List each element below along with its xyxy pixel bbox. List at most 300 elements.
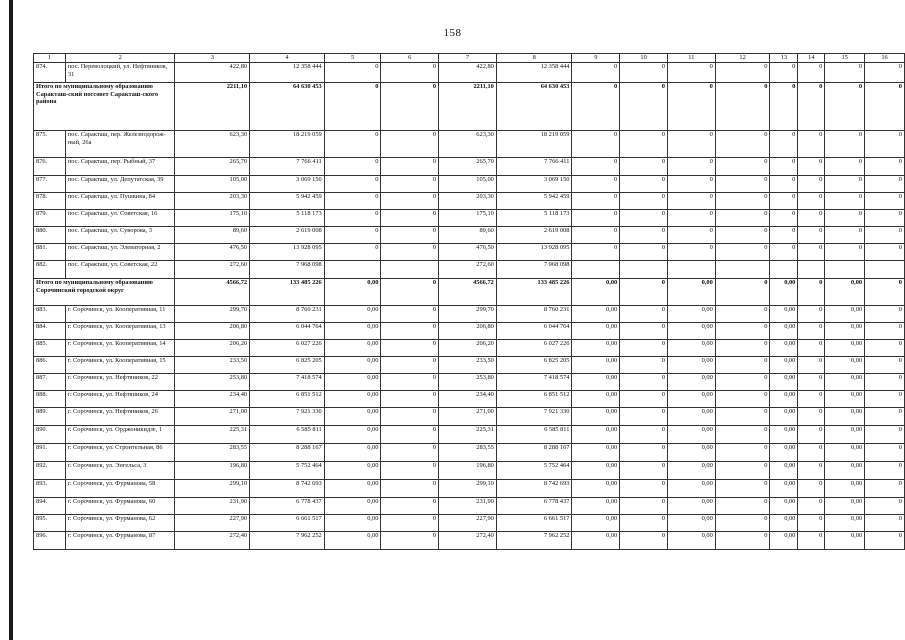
value-cell: 5 752 464 (496, 462, 572, 480)
value-cell: 0,00 (572, 498, 620, 515)
value-cell: 0 (381, 374, 439, 391)
value-cell: 0 (620, 408, 668, 426)
value-cell: 0,00 (770, 306, 798, 323)
row-number: 887. (34, 374, 66, 391)
address-cell: г. Сорочинск, ул. Кооперативная, 13 (65, 323, 175, 340)
table-row (34, 306, 905, 323)
value-cell: 0 (865, 357, 905, 374)
value-cell: 175,10 (439, 210, 497, 227)
value-cell: 0 (865, 340, 905, 357)
value-cell: 0,00 (667, 391, 715, 408)
value-cell: 265,70 (175, 158, 250, 176)
value-cell: 0,00 (667, 498, 715, 515)
value-cell: 0,00 (572, 480, 620, 498)
subtotal-value: 0,00 (770, 279, 798, 306)
value-cell: 283,55 (439, 444, 497, 462)
value-cell: 0 (572, 227, 620, 244)
address-cell: пос. Саракташ, ул. Депутатская, 39 (65, 176, 175, 193)
subtotal-value: 0,00 (324, 279, 381, 306)
address-cell: г. Сорочинск, ул. Фурманова, 60 (65, 498, 175, 515)
value-cell: 0,00 (324, 391, 381, 408)
value-cell: 0 (381, 131, 439, 158)
subtotal-value: 0 (770, 83, 798, 131)
value-cell: 0 (865, 158, 905, 176)
address-cell: г. Сорочинск, ул. Строительная, 86 (65, 444, 175, 462)
value-cell: 0 (667, 176, 715, 193)
value-cell: 0 (865, 426, 905, 444)
value-cell: 476,50 (439, 244, 497, 261)
value-cell: 0,00 (324, 340, 381, 357)
value-cell: 0 (798, 323, 825, 340)
value-cell: 196,80 (439, 462, 497, 480)
subtotal-row (34, 83, 905, 131)
column-number: 10 (620, 54, 668, 63)
value-cell: 234,40 (439, 391, 497, 408)
value-cell: 0 (798, 444, 825, 462)
value-cell: 6 044 764 (496, 323, 572, 340)
row-number: 882. (34, 261, 66, 279)
value-cell: 0 (715, 480, 770, 498)
value-cell: 253,80 (175, 374, 250, 391)
value-cell: 0,00 (667, 306, 715, 323)
value-cell: 0 (324, 210, 381, 227)
value-cell: 272,60 (439, 261, 497, 279)
value-cell: 0 (865, 227, 905, 244)
value-cell: 0 (381, 244, 439, 261)
value-cell: 0,00 (770, 408, 798, 426)
address-cell: г. Сорочинск, ул. Орджоникидзе, 1 (65, 426, 175, 444)
address-cell: г. Сорочинск, ул. Фурманова, 58 (65, 480, 175, 498)
value-cell: 0 (715, 408, 770, 426)
value-cell: 6 825 205 (250, 357, 325, 374)
value-cell: 12 358 444 (250, 63, 325, 83)
value-cell: 0,00 (324, 498, 381, 515)
value-cell: 3 069 150 (250, 176, 325, 193)
value-cell: 0,00 (825, 426, 865, 444)
row-number: 874. (34, 63, 66, 83)
value-cell: 0 (381, 176, 439, 193)
row-number: 894. (34, 498, 66, 515)
table-row (34, 63, 905, 83)
value-cell (620, 261, 668, 279)
value-cell: 299,70 (439, 306, 497, 323)
table-row (34, 374, 905, 391)
registry-table (33, 53, 905, 550)
row-number: 878. (34, 193, 66, 210)
value-cell: 0 (715, 323, 770, 340)
value-cell: 0 (620, 480, 668, 498)
value-cell: 0,00 (825, 340, 865, 357)
row-number: 884. (34, 323, 66, 340)
value-cell: 0,00 (825, 498, 865, 515)
value-cell: 0 (825, 210, 865, 227)
value-cell: 6 661 517 (250, 515, 325, 532)
value-cell: 0,00 (324, 480, 381, 498)
column-number: 6 (381, 54, 439, 63)
subtotal-value: 0,00 (667, 279, 715, 306)
value-cell: 0 (572, 193, 620, 210)
value-cell: 0,00 (825, 391, 865, 408)
value-cell: 0,00 (572, 462, 620, 480)
value-cell (381, 261, 439, 279)
value-cell: 0 (381, 462, 439, 480)
value-cell: 0 (324, 131, 381, 158)
value-cell: 0,00 (825, 462, 865, 480)
value-cell: 0 (620, 306, 668, 323)
subtotal-value: 0 (798, 83, 825, 131)
subtotal-value: 2211,10 (175, 83, 250, 131)
column-number: 5 (324, 54, 381, 63)
column-number: 2 (65, 54, 175, 63)
subtotal-value: 0 (798, 279, 825, 306)
value-cell: 0,00 (825, 444, 865, 462)
value-cell: 0,00 (572, 444, 620, 462)
row-number: 881. (34, 244, 66, 261)
value-cell: 0 (798, 227, 825, 244)
table-row (34, 244, 905, 261)
value-cell: 0 (825, 227, 865, 244)
subtotal-value: 133 485 226 (250, 279, 325, 306)
row-number: 875. (34, 131, 66, 158)
value-cell: 0 (715, 131, 770, 158)
value-cell: 0 (324, 244, 381, 261)
subtotal-value: 133 485 226 (496, 279, 572, 306)
value-cell: 89,60 (175, 227, 250, 244)
value-cell: 0 (715, 63, 770, 83)
value-cell: 5 118 173 (250, 210, 325, 227)
address-cell: г. Сорочинск, ул. Кооперативная, 15 (65, 357, 175, 374)
value-cell: 0 (770, 131, 798, 158)
value-cell: 0 (667, 210, 715, 227)
value-cell: 0,00 (572, 408, 620, 426)
subtotal-value: 0,00 (572, 279, 620, 306)
value-cell: 0 (715, 498, 770, 515)
value-cell: 0 (620, 158, 668, 176)
value-cell: 0 (381, 515, 439, 532)
value-cell: 0 (381, 306, 439, 323)
value-cell: 0,00 (770, 323, 798, 340)
value-cell: 8 760 231 (496, 306, 572, 323)
value-cell: 0,00 (572, 357, 620, 374)
value-cell: 0 (715, 462, 770, 480)
value-cell: 0,00 (825, 357, 865, 374)
value-cell: 0 (381, 498, 439, 515)
value-cell: 7 418 574 (250, 374, 325, 391)
address-cell: пос. Переволоцкий, ул. Нефтяников, 31 (65, 63, 175, 83)
value-cell: 233,50 (439, 357, 497, 374)
value-cell: 0 (798, 131, 825, 158)
value-cell: 0 (865, 391, 905, 408)
value-cell: 0 (381, 426, 439, 444)
table-row (34, 480, 905, 498)
value-cell: 6 778 437 (250, 498, 325, 515)
value-cell: 0 (865, 193, 905, 210)
subtotal-value: 0 (620, 279, 668, 306)
value-cell: 7 921 330 (250, 408, 325, 426)
address-cell: г. Сорочинск, ул. Кооперативная, 11 (65, 306, 175, 323)
value-cell (865, 261, 905, 279)
column-number: 12 (715, 54, 770, 63)
value-cell: 0,00 (572, 306, 620, 323)
value-cell: 0 (620, 426, 668, 444)
subtotal-value: 0 (572, 83, 620, 131)
value-cell: 0 (825, 158, 865, 176)
subtotal-value: 0 (324, 83, 381, 131)
row-number: 889. (34, 408, 66, 426)
value-cell: 0 (324, 158, 381, 176)
value-cell: 0 (770, 244, 798, 261)
value-cell: 0,00 (572, 340, 620, 357)
address-cell: пос. Саракташ, пер. Железнодорож-ный, 26а (65, 131, 175, 158)
value-cell: 0 (324, 176, 381, 193)
value-cell: 0,00 (324, 357, 381, 374)
value-cell: 0 (715, 374, 770, 391)
value-cell: 0,00 (324, 323, 381, 340)
value-cell: 0,00 (572, 532, 620, 550)
value-cell: 0,00 (770, 498, 798, 515)
row-number: 888. (34, 391, 66, 408)
value-cell: 0 (798, 426, 825, 444)
value-cell: 0 (715, 244, 770, 261)
value-cell: 0,00 (667, 357, 715, 374)
value-cell: 0 (715, 227, 770, 244)
value-cell: 0 (798, 498, 825, 515)
value-cell: 0,00 (770, 340, 798, 357)
subtotal-row (34, 279, 905, 306)
subtotal-label: Итого по муниципальному образованию Саракташ-ский поссовет Саракташ-ского района (34, 83, 175, 131)
value-cell: 0 (381, 340, 439, 357)
value-cell: 0 (667, 63, 715, 83)
value-cell: 13 928 095 (496, 244, 572, 261)
value-cell: 0 (381, 444, 439, 462)
value-cell: 0 (667, 244, 715, 261)
value-cell: 0 (770, 63, 798, 83)
value-cell: 623,30 (175, 131, 250, 158)
address-cell: г. Сорочинск, ул. Фурманова, 87 (65, 532, 175, 550)
value-cell: 0,00 (770, 462, 798, 480)
value-cell: 0 (667, 227, 715, 244)
value-cell: 0,00 (324, 408, 381, 426)
value-cell: 6 044 764 (250, 323, 325, 340)
value-cell: 0 (715, 176, 770, 193)
table-row (34, 193, 905, 210)
registry-table-body (34, 54, 905, 550)
value-cell: 0,00 (324, 462, 381, 480)
value-cell: 12 358 444 (496, 63, 572, 83)
value-cell: 0,00 (667, 462, 715, 480)
value-cell: 0 (381, 357, 439, 374)
table-row (34, 261, 905, 279)
scan-edge-bar (9, 0, 13, 640)
value-cell: 0 (381, 158, 439, 176)
address-cell: пос. Саракташ, пер. Рыбный, 37 (65, 158, 175, 176)
value-cell: 0,00 (770, 391, 798, 408)
value-cell: 0 (825, 193, 865, 210)
value-cell: 0 (798, 244, 825, 261)
value-cell: 422,80 (175, 63, 250, 83)
value-cell: 0,00 (825, 532, 865, 550)
value-cell: 0 (667, 131, 715, 158)
value-cell: 0,00 (770, 374, 798, 391)
value-cell: 0,00 (667, 408, 715, 426)
value-cell: 0 (825, 63, 865, 83)
row-number: 892. (34, 462, 66, 480)
value-cell: 0,00 (324, 532, 381, 550)
value-cell: 0 (715, 532, 770, 550)
subtotal-value: 0 (825, 83, 865, 131)
value-cell: 6 661 517 (496, 515, 572, 532)
value-cell: 0 (865, 323, 905, 340)
value-cell: 0 (798, 193, 825, 210)
value-cell: 0,00 (324, 306, 381, 323)
value-cell: 234,40 (175, 391, 250, 408)
value-cell: 422,80 (439, 63, 497, 83)
value-cell: 299,70 (175, 306, 250, 323)
value-cell: 0 (715, 426, 770, 444)
value-cell: 272,40 (175, 532, 250, 550)
column-number: 9 (572, 54, 620, 63)
value-cell: 0 (715, 193, 770, 210)
value-cell: 0 (620, 391, 668, 408)
value-cell: 6 027 226 (496, 340, 572, 357)
address-cell: пос. Саракташ, ул. Элеваторная, 2 (65, 244, 175, 261)
value-cell: 18 219 059 (496, 131, 572, 158)
value-cell: 0,00 (770, 480, 798, 498)
value-cell: 271,00 (439, 408, 497, 426)
value-cell: 0 (620, 131, 668, 158)
value-cell: 6 778 437 (496, 498, 572, 515)
subtotal-value: 0 (715, 279, 770, 306)
value-cell: 299,10 (175, 480, 250, 498)
value-cell: 0 (770, 193, 798, 210)
value-cell: 0 (865, 210, 905, 227)
column-number: 8 (496, 54, 572, 63)
value-cell: 299,10 (439, 480, 497, 498)
table-row (34, 227, 905, 244)
value-cell: 7 418 574 (496, 374, 572, 391)
value-cell: 0 (715, 391, 770, 408)
row-number: 893. (34, 480, 66, 498)
value-cell: 6 585 811 (496, 426, 572, 444)
value-cell (324, 261, 381, 279)
value-cell: 231,90 (439, 498, 497, 515)
value-cell: 0,00 (572, 374, 620, 391)
value-cell: 0 (865, 131, 905, 158)
value-cell: 0,00 (825, 408, 865, 426)
value-cell: 0 (381, 63, 439, 83)
value-cell: 233,50 (175, 357, 250, 374)
value-cell: 0 (620, 210, 668, 227)
value-cell: 7 766 411 (496, 158, 572, 176)
row-number: 886. (34, 357, 66, 374)
value-cell: 0,00 (825, 323, 865, 340)
row-number: 891. (34, 444, 66, 462)
column-number: 16 (865, 54, 905, 63)
column-number: 13 (770, 54, 798, 63)
value-cell: 0 (572, 131, 620, 158)
value-cell: 0 (825, 131, 865, 158)
value-cell: 0 (865, 306, 905, 323)
value-cell: 0,00 (825, 374, 865, 391)
value-cell: 0 (865, 244, 905, 261)
value-cell: 0 (620, 374, 668, 391)
value-cell: 0 (865, 498, 905, 515)
value-cell: 0 (770, 227, 798, 244)
address-cell: г. Сорочинск, ул. Фурманова, 62 (65, 515, 175, 532)
value-cell: 0,00 (667, 480, 715, 498)
table-row (34, 323, 905, 340)
value-cell: 6 825 205 (496, 357, 572, 374)
value-cell: 0 (715, 357, 770, 374)
value-cell: 0 (798, 357, 825, 374)
value-cell: 0 (572, 210, 620, 227)
value-cell: 0,00 (572, 426, 620, 444)
row-number: 885. (34, 340, 66, 357)
value-cell: 0,00 (667, 515, 715, 532)
value-cell (667, 261, 715, 279)
row-number: 883. (34, 306, 66, 323)
subtotal-value: 0 (620, 83, 668, 131)
address-cell: пос. Саракташ, ул. Советская, 16 (65, 210, 175, 227)
value-cell: 0 (620, 340, 668, 357)
row-number: 896. (34, 532, 66, 550)
value-cell: 231,90 (175, 498, 250, 515)
value-cell: 0 (865, 532, 905, 550)
value-cell: 0 (381, 210, 439, 227)
value-cell: 0 (620, 462, 668, 480)
value-cell: 0 (770, 210, 798, 227)
subtotal-value: 64 630 453 (496, 83, 572, 131)
subtotal-label: Итого по муниципальному образованию Сорочинский городской округ (34, 279, 175, 306)
value-cell: 0 (825, 176, 865, 193)
column-number-row (34, 54, 905, 63)
value-cell: 0 (324, 63, 381, 83)
value-cell: 272,40 (439, 532, 497, 550)
value-cell: 0 (798, 515, 825, 532)
value-cell (825, 261, 865, 279)
column-number: 15 (825, 54, 865, 63)
value-cell: 8 288 167 (250, 444, 325, 462)
column-number: 1 (34, 54, 66, 63)
value-cell: 0 (324, 227, 381, 244)
value-cell: 0 (798, 306, 825, 323)
subtotal-value: 64 630 453 (250, 83, 325, 131)
value-cell: 623,30 (439, 131, 497, 158)
value-cell: 8 742 693 (496, 480, 572, 498)
value-cell: 0,00 (825, 480, 865, 498)
value-cell: 0 (572, 244, 620, 261)
value-cell: 7 766 411 (250, 158, 325, 176)
value-cell: 89,60 (439, 227, 497, 244)
table-row (34, 532, 905, 550)
value-cell: 0 (381, 391, 439, 408)
row-number: 879. (34, 210, 66, 227)
value-cell: 0,00 (667, 426, 715, 444)
value-cell: 0,00 (667, 374, 715, 391)
value-cell: 7 962 252 (496, 532, 572, 550)
value-cell: 0 (715, 210, 770, 227)
table-row (34, 462, 905, 480)
value-cell: 227,90 (175, 515, 250, 532)
value-cell: 0 (798, 480, 825, 498)
value-cell: 0 (865, 408, 905, 426)
value-cell: 206,20 (439, 340, 497, 357)
value-cell: 0 (381, 480, 439, 498)
column-number: 11 (667, 54, 715, 63)
address-cell: г. Сорочинск, ул. Кооперативная, 14 (65, 340, 175, 357)
value-cell: 0 (620, 244, 668, 261)
value-cell: 0,00 (667, 444, 715, 462)
